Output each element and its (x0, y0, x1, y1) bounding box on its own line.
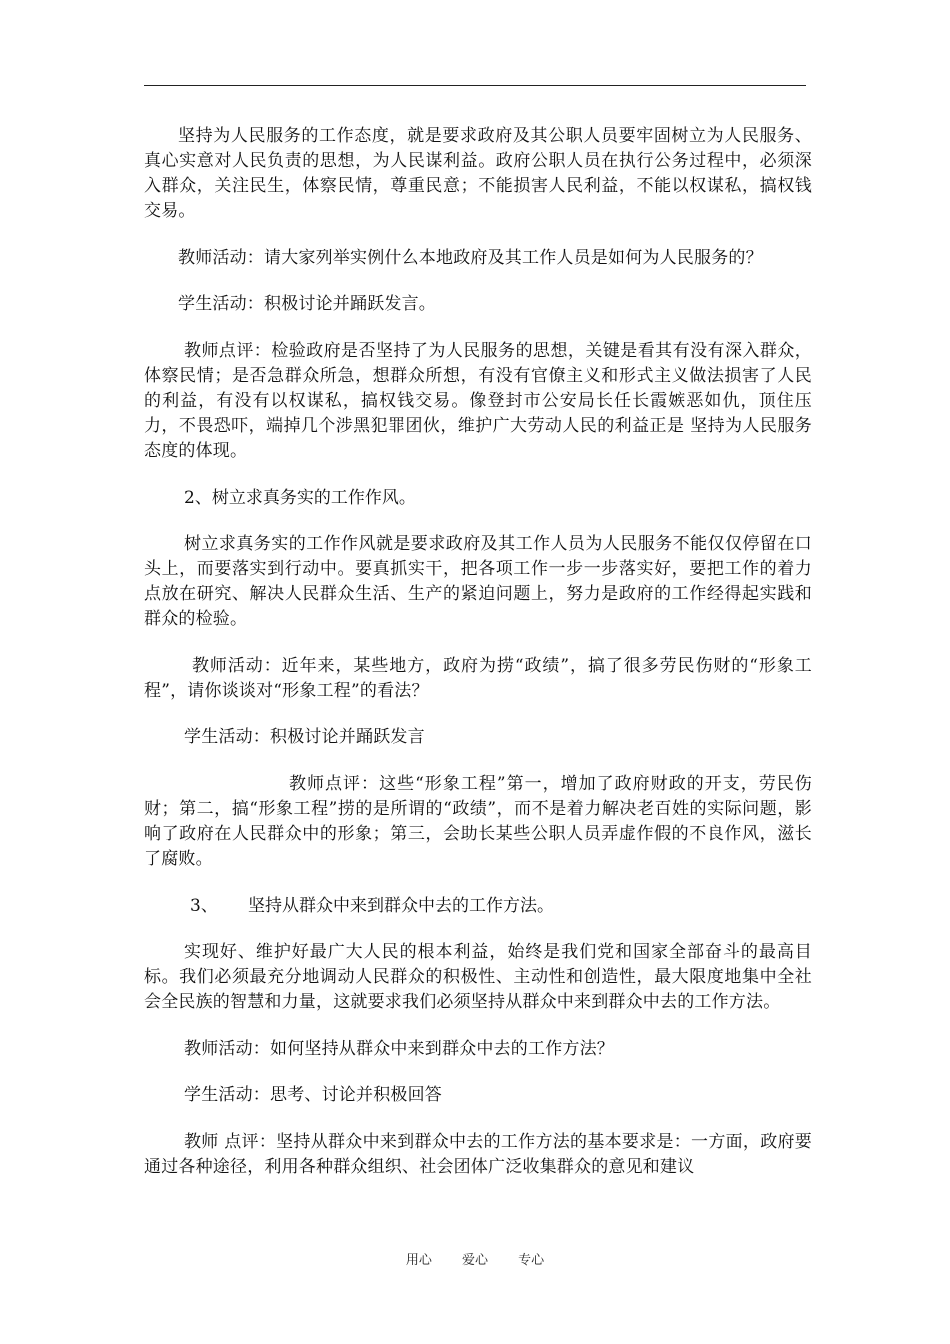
section-heading-3 (144, 894, 812, 919)
teacher-comment-2: 教师点评：这些“形象工程”第一，增加了政府财政的开支，劳民伤财；第二，搞“形象工程”捞的是所谓的“政绩”，而不是着力解决老百姓的实际问题，影响了政府在人民群众中的形象；第三，会助长某些公职人员弄虚作假的不良作风，滋长了腐败。 (144, 774, 812, 869)
page-footer (0, 1249, 950, 1268)
teacher-activity-1: 教师活动：请大家列举实例什么本地政府及其工作人员是如何为人民服务的？ (178, 248, 763, 268)
paragraph-work-style: 树立求真务实的工作作风就是要求政府及其工作人员为人民服务不能仅仅停留在口头上，而要落实到行动中。要真抓实干，把各项工作一步一步落实好，要把工作的着力点放在研究、解决人民群众生活、生产的紧迫问题上，努力是政府的工作经得起实践和群众的检验。 (144, 534, 812, 629)
teacher-comment-1: 教师点评：检验政府是否坚持了为人民服务的思想，关键是看其有没有深入群众，体察民情；是否急群众所急，想群众所想，有没有官僚主义和形式主义做法损害了人民的利益，有没有以权谋私，搞权钱交易。像登封市公安局长任长霞嫉恶如仇，顶住压力，不畏恐吓，端掉几个涉黑犯罪团伙，维护广大劳动人民的利益正是 坚持为人民服务态度的体现。 (144, 341, 812, 461)
teacher-activity-2: 教师活动：近年来，某些地方，政府为捞“政绩”，搞了很多劳民伤财的“形象工程”，请你谈谈对“形象工程”的看法？ (144, 656, 812, 701)
teacher-comment-3: 教师 点评：坚持从群众中来到群众中去的工作方法的基本要求是：一方面，政府要通过各种途径，利用各种群众组织、社会团体广泛收集群众的意见和建议 (144, 1132, 812, 1177)
student-activity-1: 学生活动：积极讨论并踊跃发言。 (178, 294, 436, 314)
footer-item: 用心 (405, 1253, 432, 1268)
footer-item: 专心 (518, 1253, 545, 1268)
paragraph-mass-line: 实现好、维护好最广大人民的根本利益，始终是我们党和国家全部奋斗的最高目标。我们必须最充分地调动人民群众的积极性、主动性和创造性，最大限度地集中全社会全民族的智慧和力量，这就要求我们必须坚持从群众中来到群众中去的工作方法。 (144, 942, 812, 1012)
footer-item: 爱心 (461, 1253, 488, 1268)
section-title: 坚持从群众中来到群众中去的工作方法。 (248, 896, 554, 916)
document-body (144, 124, 812, 1180)
header-rule (144, 85, 806, 86)
student-activity-2: 学生活动：积极讨论并踊跃发言 (184, 727, 425, 747)
teacher-activity-3: 教师活动：如何坚持从群众中来到群众中去的工作方法？ (184, 1039, 614, 1059)
section-heading-2: 2、树立求真务实的工作作风。 (184, 488, 416, 508)
paragraph-service-attitude: 坚持为人民服务的工作态度，就是要求政府及其公职人员要牢固树立为人民服务、真心实意对人民负责的思想，为人民谋利益。政府公职人员在执行公务过程中，必须深入群众，关注民生，体察民情，尊重民意；不能损害人民利益，不能以权谋私，搞权钱交易。 (144, 126, 812, 221)
student-activity-3: 学生活动：思考、讨论并积极回答 (184, 1085, 442, 1105)
section-number: 3、 (190, 896, 218, 916)
